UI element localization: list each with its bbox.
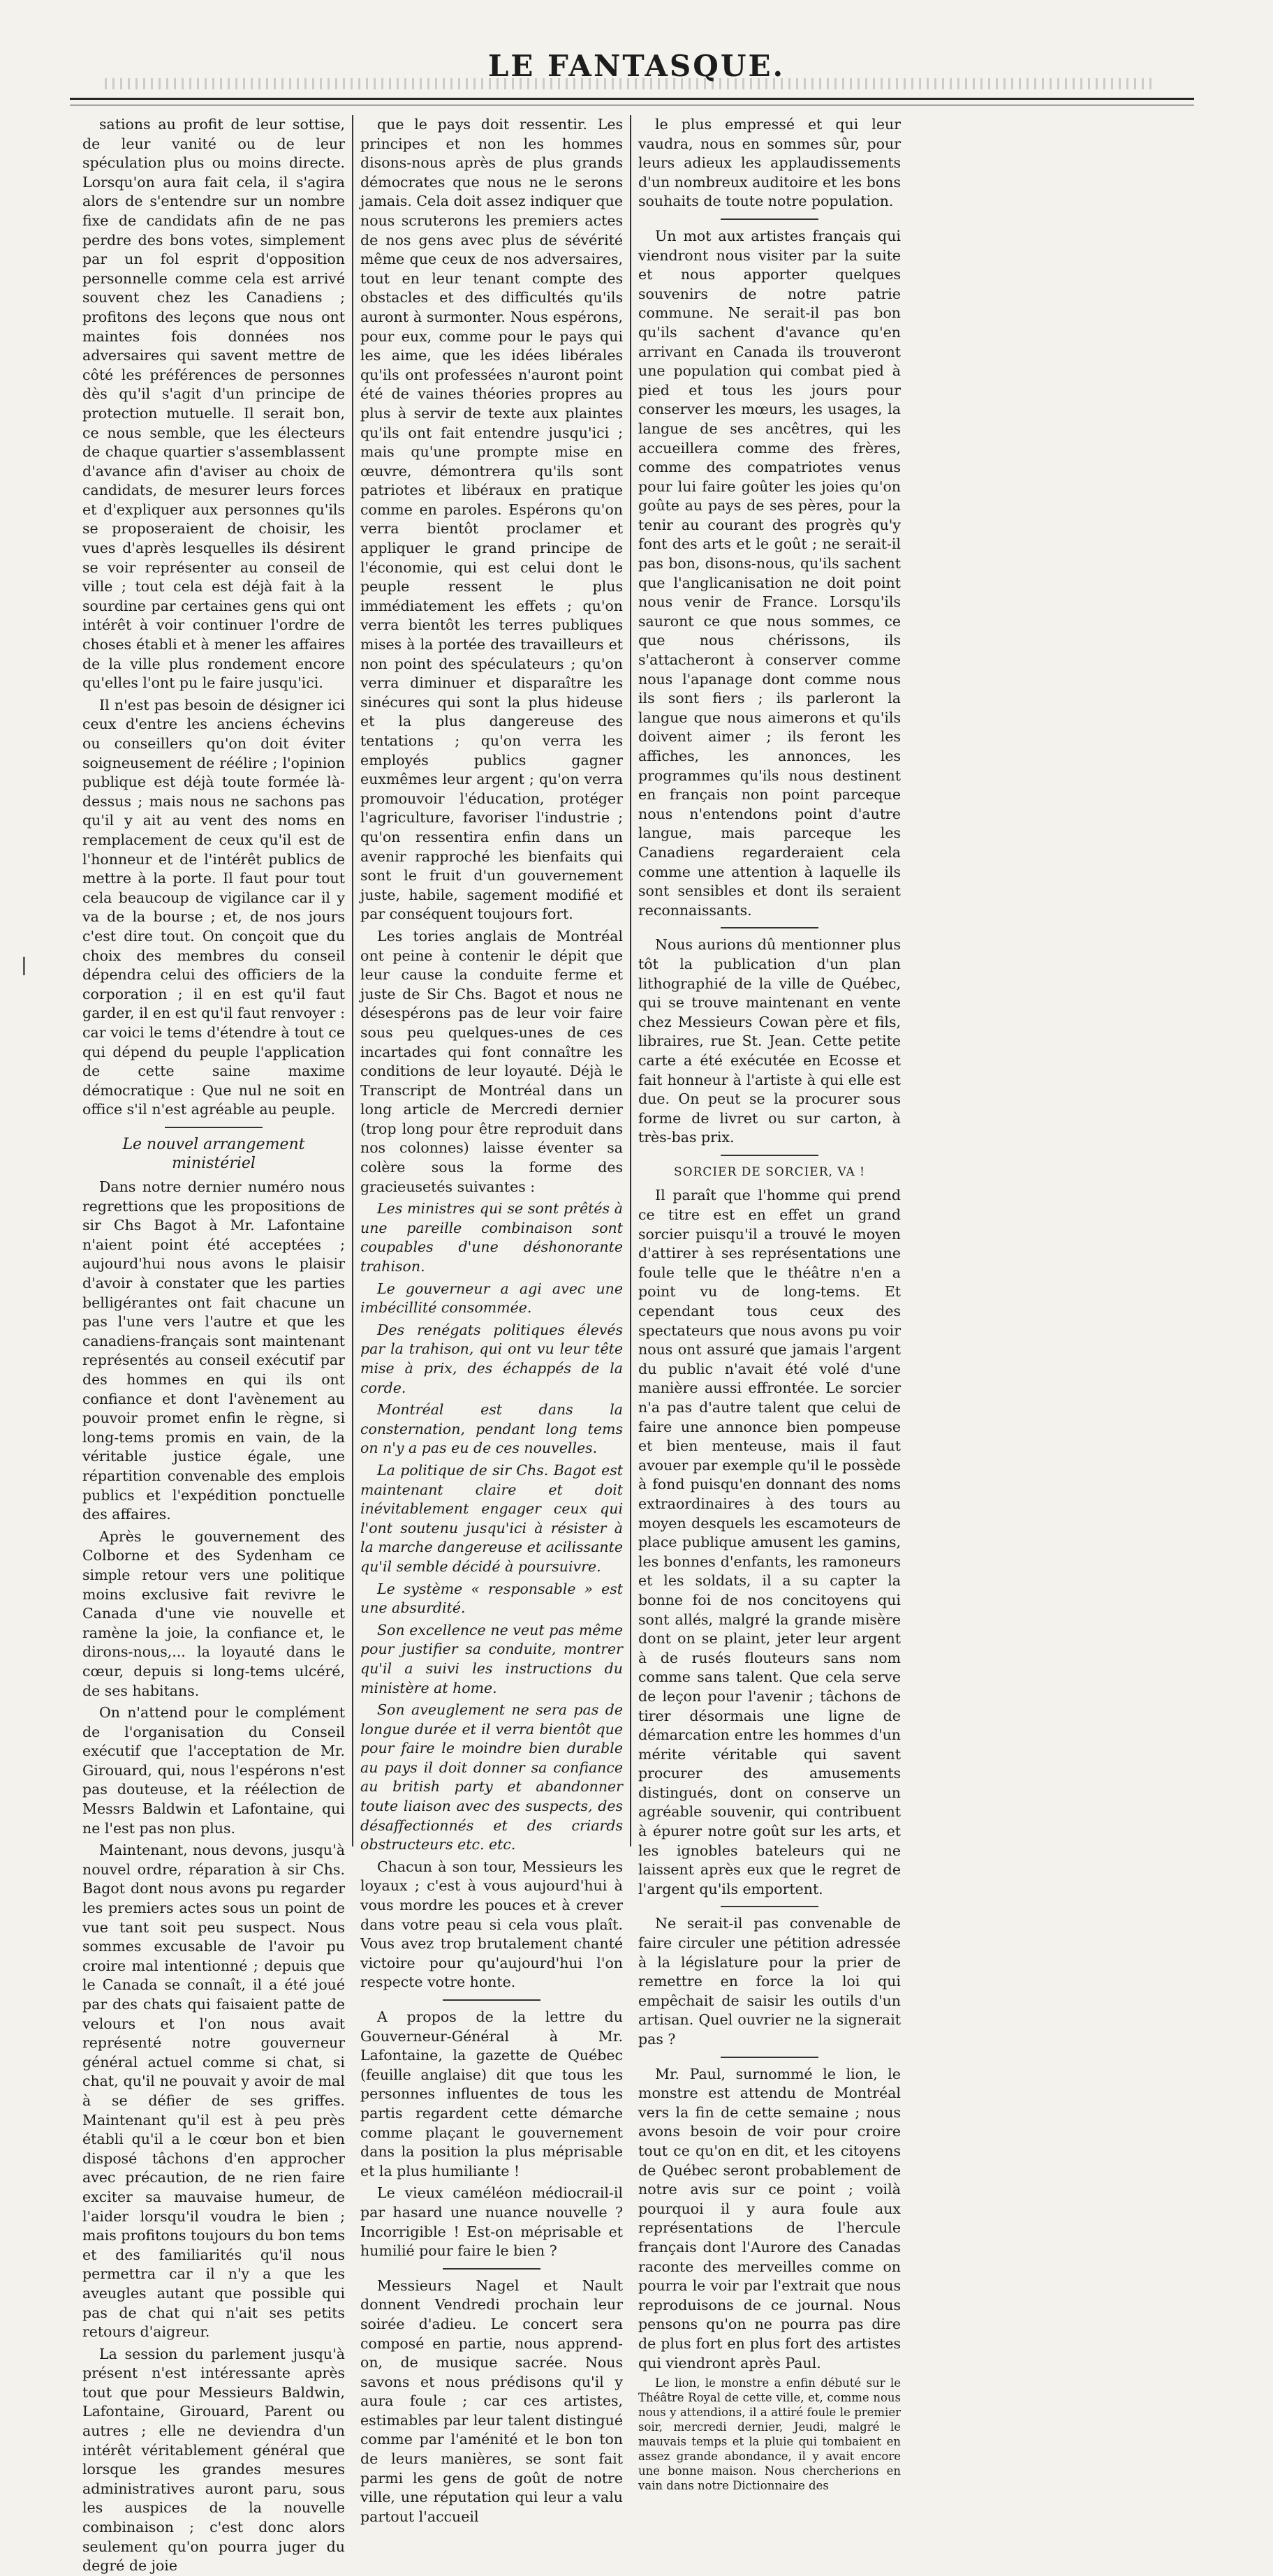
paragraph: Maintenant, nous devons, jusqu'à nouvel ordre, réparation à sir Chs. Bagot dont nous avons pu regarder les premiers actes sous un point de vue tant soit peu suspect. Nous sommes excusable de l'avoir pu croire mal intentionné ; depuis que le Canada se connaît, il a été joué par des chats qui faisaient patte de velours et l'on nous avait représenté notre gouverneur général actuel comme si chat, si chat, qu'il ne pouvait y avoir de mal à se défier de ses griffes. Maintenant qu'il est à peu près établi qu'il a le cœur bon et bien disposé tâchons d'en approcher avec précaution, de ne rien faire exciter sa mauvaise humeur, de l'aider lorsqu'il voudra le bien ; mais profitons toujours du bon tems et des familiarités qu'il nous permettra car il n'y a que les aveugles autant que possible qui pas de chat qui n'ait ses petits retours d'aigreur. [82, 1842, 345, 2341]
quote: Son aveuglement ne sera pas de longue durée et il verra bientôt que pour faire le moindre bien durable au pays il doit donner sa confiance au british party et abandonner toute liaison avec des suspects, des désaffectionnés et des criards obstructeurs etc. etc. [360, 1701, 623, 1853]
quote: Le gouverneur a agi avec une imbécillité consommée. [360, 1280, 623, 1317]
paragraph: On n'attend pour le complément de l'organisation du Conseil exécutif que l'acceptation de Mr. Girouard, qui, nous l'espérons n'est pas douteuse, et la réélection de Messrs Baldwin et Lafontaine, qui ne l'est pas non plus. [82, 1704, 345, 1837]
quote: Son excellence ne veut pas même pour justifier sa conduite, montrer qu'il a suivi les instructions du ministère at home. [360, 1621, 623, 1696]
paragraph: Dans notre dernier numéro nous regrettions que les propositions de sir Chs Bagot à Mr. Lafontaine n'aient point été acceptées ; aujourd'hui nous avons le plaisir d'avoir à constater que les parties belligérantes ont fait chacune un pas l'une vers l'autre et que les canadiens-français sont maintenant représentés au conseil exécutif par des hommes en qui ils ont confiance et dont l'avènement au pouvoir promet enfin le règne, si long-tems promis en vain, de la véritable justice égale, une répartition convenable des emplois publics et l'expédition ponctuelle des affaires. [82, 1178, 345, 1523]
paragraph: Ne serait-il pas convenable de faire circuler une pétition adressée à la législature pour la prier de remettre en force la loi qui empêchait de saisir les outils d'un artisan. Quel ouvrier ne la signerait pas ? [638, 1915, 901, 2048]
quote: Montréal est dans la consternation, pendant long tems on n'y a pas eu de ces nouvelles. [360, 1401, 623, 1457]
separator [443, 1999, 540, 2001]
separator [721, 2057, 818, 2058]
paragraph: Après le gouvernement des Colborne et des Sydenham ce simple retour vers une politique moins exclusive fait revivre le Canada d'une vie nouvelle et ramène la joie, la confiance et, le dirons-nous,... la loyauté dans le cœur, depuis si long-tems ulcéré, de ses habitans. [82, 1527, 345, 1699]
paragraph: que le pays doit ressentir. Les principes et non les hommes disons-nous après de plus grands démocrates que nous ne le serons jamais. Cela doit assez indiquer que nous scruterons les premiers actes de nos gens avec plus de sévérité même que ceux de nos adversaires, tout en leur tenant compte des obstacles et des difficultés qu'ils auront à surmonter. Nous espérons, pour eux, comme pour le pays qui les aime, que les idées libérales qu'ils ont professées n'auront point été de vaines théories propres au plus à servir de texte aux plaintes qu'ils ont fait entendre jusqu'ici ; mais qu'une prompte mise en œuvre, démontrera qu'ils sont patriotes et libéraux en pratique comme en paroles. Espérons qu'on verra bientôt proclamer et appliquer le grand principe de l'économie, qui est celui dont le peuple ressent le plus immédiatement les effets ; qu'on verra bientôt les terres publiques mises à la portée des travailleurs et non point des spéculateurs ; qu'on verra diminuer et disparaître les sinécures qui sont la plus hideuse et la plus dangereuse des tentations ; qu'on verra les employés publics gagner euxmêmes leur argent ; qu'on verra promouvoir l'éducation, protéger l'agriculture, favoriser l'industrie ; qu'on ressentira enfin dans un avenir rapproché les bienfaits qui sont le fruit d'un gouvernement juste, habile, sagement modifié et par conséquent toujours fort. [360, 116, 623, 923]
paragraph: Le vieux caméléon médiocrail-il par hasard une nuance nouvelle ? Incorrigible ! Est-on méprisable et humilié pour faire le bien ? [360, 2184, 623, 2260]
column-1 [77, 115, 351, 2575]
newspaper-title: LE FANTASQUE. [487, 49, 786, 83]
columns [77, 115, 1194, 2575]
separator [165, 1127, 263, 1128]
paragraph: Les tories anglais de Montréal ont peine à contenir le dépit que leur cause la conduite ferme et juste de Sir Chs. Bagot et nous ne désespérons pas de leur voir faire sous peu quelques-unes de ces incartades qui font connaître les conditions de leur loyauté. Déjà le Transcript de Montréal dans un long article de Mercredi dernier (trop long pour être reproduit dans nos colonnes) laisse éventer sa colère sous la forme des gracieusetés suivantes : [360, 927, 623, 1195]
masthead-rule [70, 98, 1194, 100]
quote: Les ministres qui se sont prêtés à une pareille combinaison sont coupables d'une déshonorante trahison. [360, 1200, 623, 1275]
separator [721, 927, 818, 928]
column-3 [633, 115, 906, 2493]
separator [443, 2268, 540, 2270]
paragraph: Mr. Paul, surnommé le lion, le monstre est attendu de Montréal vers la fin de cette semaine ; nous avons besoin de voir pour croire tout ce qu'on en dit, et les citoyens de Québec seront probablement de notre avis sur ce point ; voilà pourquoi il y aura foule aux représentations de l'hercule français dont l'Aurore des Canadas raconte des merveilles comme on pourra le voir par l'extrait que nous reproduisons de ce journal. Nous pensons qu'on ne pourra pas dire de plus fort en plus fort des artistes qui viendront après Paul. [638, 2065, 901, 2371]
paragraph: Chacun à son tour, Messieurs les loyaux ; c'est à vous aujourd'hui à vous mordre les pouces et à crever dans votre peau si cela vous plaît. Vous avez trop brutalement chanté victoire pour qu'aujourd'hui l'on respecte votre honte. [360, 1858, 623, 1991]
paragraph: Il n'est pas besoin de désigner ici ceux d'entre les anciens échevins ou conseillers qu'on doit éviter soigneusement de réélire ; l'opinion publique est déjà toute formée là-dessus ; mais nous ne sachons pas qu'il y ait au vent des noms en remplacement de ceux qu'il est de l'honneur et de l'intérêt publics de mettre à la porte. Il faut pour tout cela beaucoup de vigilance car il y va de la bourse ; et, de nos jours c'est dire tout. On conçoit que du choix des membres du conseil dépendra celui des officiers de la corporation ; il en est qu'il faut garder, il en est qu'il faut renvoyer : car voici le tems d'étendre à tout ce qui dépend du peuple l'application de cette saine maxime démocratique : Que nul ne soit en office s'il n'est agréable au peuple. [82, 696, 345, 1118]
paragraph: le plus empressé et qui leur vaudra, nous en sommes sûr, pour leurs adieux les applaudissements d'un nombreux auditoire et les bons souhaits de toute notre population. [638, 116, 901, 210]
column-2 [355, 115, 628, 2525]
column-divider [630, 115, 631, 1846]
paragraph: Nous aurions dû mentionner plus tôt la publication d'un plan lithographié de la ville de Québec, qui se trouve maintenant en vente chez Messieurs Cowan père et fils, libraires, rue St. Jean. Cette petite carte a été exécutée en Ecosse et fait honneur à l'artiste à qui elle est due. On peut se la procurer sous forme de livret ou sur carton, à très-bas prix. [638, 936, 901, 1146]
separator [721, 1155, 818, 1156]
margin-mark: | [21, 955, 27, 976]
paragraph: Un mot aux artistes français qui viendront nous visiter par la suite et nous apporter quelques souvenirs de notre patrie commune. Ne serait-il pas bon qu'ils sachent d'avance qu'en arrivant en Canada ils trouveront une population qui combat pied à pied et tous les jours pour conserver les mœurs, les usages, la langue de ses ancêtres, qui les accueillera comme des frères, comme des compatriotes venus pour lui faire goûter les joies qu'on goûte au pays de ses pères, pour la tenir au courant des progrès qu'y font des arts et le goût ; ne serait-il pas bon, disons-nous, qu'ils sachent que l'anglicanisation ne doit point nous venir de France. Lorsqu'ils sauront ce que nous sommes, ce que nous chérissons, ils s'attacheront à conserver comme nous l'apanage dont comme nous ils sont fiers ; ils parleront la langue que nous aimerons et qu'ils doivent aimer ; ils feront les affiches, les annonces, les programmes qu'ils nous destinent en français non point parceque nous n'entendons point d'autre langue, mais parceque les Canadiens regarderaient cela comme une attention à laquelle ils sont sensibles et dont ils seraient reconnaissants. [638, 227, 901, 919]
quote: La politique de sir Chs. Bagot est maintenant claire et doit inévitablement engager ceux qui l'ont soutenu jusqu'ici à résister à la marche dangereuse et acilissante qu'il semble décidé à poursuivre. [360, 1461, 623, 1575]
quote: Des renégats politiques élevés par la trahison, qui ont vu leur tête mise à prix, des échappés de la corde. [360, 1321, 623, 1396]
section-heading: Le nouvel arrangement ministériel [122, 1135, 305, 1173]
paragraph: Il paraît que l'homme qui prend ce titre est en effet un grand sorcier puisqu'il a trouvé le moyen d'attirer à ses représentations une foule telle que le théâtre n'en a point vu de long-tems. Et cependant tous ceux des spectateurs que nous avons pu voir nous ont assuré que jamais l'argent du public n'avait été volé d'une manière aussi effrontée. Le sorcier n'a pas d'autre talent que celui de faire une annonce bien pompeuse et bien menteuse, mais il faut avouer par exemple qu'il le possède à fond puisqu'en donnant des noms extraordinaires à des tours au moyen desquels les escamoteurs de place publique amusent les gamins, les bonnes d'enfants, les ramoneurs et les soldats, il a su capter la bonne foi de nos concitoyens qui sont allés, malgré la grande misère dont on se plaint, jeter leur argent à de rusés flouteurs sans nom comme sans talent. Que cela serve de leçon pour l'avenir ; tâchons de tirer désormais une ligne de démarcation entre les hommes d'un mérite véritable qui savent procurer des amusements distingués, dont on conserve un agréable souvenir, qui contribuent à épurer notre goût sur les arts, et les ignobles bateleurs qui ne laissent après eux que le regret de l'argent qu'ils emportent. [638, 1187, 901, 1897]
paragraph-small: Le lion, le monstre a enfin débuté sur le Théâtre Royal de cette ville, et, comme nous nous y attendions, il a attiré foule le premier soir, mercredi dernier, Jeudi, malgré le mauvais temps et la pluie qui tombaient en assez grande abondance, il y avait encore une bonne maison. Nous chercherions en vain dans notre Dictionnaire des [638, 2376, 901, 2493]
paragraph: A propos de la lettre du Gouverneur-Général à Mr. Lafontaine, la gazette de Québec (feuille anglaise) dit que tous les personnes influentes de tous les partis regardent cette démarche comme plaçant le gouvernement dans la position la plus méprisable et la plus humiliante ! [360, 2008, 623, 2179]
quote: Le système « responsable » est une absurdité. [360, 1580, 623, 1617]
paragraph: La session du parlement jusqu'à présent n'est intéressante après tout que pour Messieurs Baldwin, Lafontaine, Girouard, Parent ou autres ; elle ne deviendra d'un intérêt véritablement général que lorsque les grandes mesures administratives auront paru, sous les auspices de la nouvelle combinaison ; c'est donc alors seulement qu'on pourra juger du degré de joie [82, 2345, 345, 2575]
paragraph: sations au profit de leur sottise, de leur vanité ou de leur spéculation plus ou moins directe. Lorsqu'on aura fait cela, il s'agira alors de s'entendre sur un nombre fixe de candidats afin de ne pas perdre des bons votes, simplement par un fol esprit d'opposition personnelle comme cela est arrivé souvent chez les Canadiens ; profitons des leçons que nous ont maintes fois données nos adversaires qui savent mettre de côté les préférences de personnes dès qu'il s'agit d'un principe de protection mutuelle. Il serait bon, ce nous semble, que les électeurs de chaque quartier s'assemblassent d'avance afin d'aviser au choix de candidats, de mesurer leurs forces et d'expliquer aux personnes qu'ils se proposeraient de choisir, les vues d'après lesquelles ils désirent se voir représenter au conseil de ville ; tout cela est déjà fait à la sourdine par certaines gens qui ont intérêt à voir continuer l'ordre de choses établi et à mener les affaires de la ville plus rondement encore qu'elles l'ont pu le faire jusqu'ici. [82, 116, 345, 692]
printing-noise [105, 78, 1152, 89]
paragraph: Messieurs Nagel et Nault donnent Vendredi prochain leur soirée d'adieu. Le concert sera composé en partie, nous apprend-on, de musique sacrée. Nous savons et nous prédisons qu'il y aura foule ; car ces artistes, estimables par leur talent distingué comme par l'aménité et le bon ton de leurs manières, se sont fait parmi les gens de goût de notre ville, une réputation qui leur a valu partout l'accueil [360, 2277, 623, 2525]
column-divider [352, 115, 353, 1846]
separator [721, 219, 818, 220]
separator [721, 1906, 818, 1907]
section-heading: SORCIER DE SORCIER, VA ! [674, 1164, 865, 1179]
